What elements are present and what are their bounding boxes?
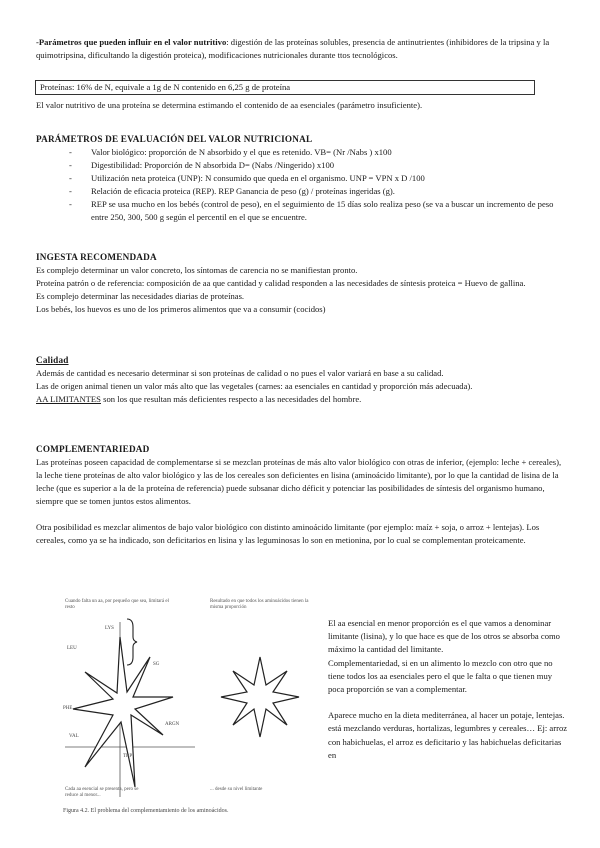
label-val: VAL xyxy=(69,734,79,739)
figure-caption-top-right: Resultado en que todos los aminoácidos tienen la misma proporción xyxy=(210,599,309,610)
intro-paragraph xyxy=(36,36,566,62)
figure-caption: Figura 4.2. El problema del complementamiento de los aminoácidos. xyxy=(63,808,229,814)
intake-line: Proteína patrón o de referencia: composición de aa que cantidad y calidad responden a las necesidades de síntesis proteica = Huevo de gallina. xyxy=(36,278,526,288)
figure-caption-bottom-right: ... desde su nivel limitante xyxy=(210,787,263,792)
regular-star-shape xyxy=(221,657,299,737)
irregular-star-shape xyxy=(73,637,173,787)
label-lys: LYS xyxy=(105,626,114,631)
list-item: - Relación de eficacia proteica (REP). REP Ganancia de peso (g) / proteínas ingeridas (g). xyxy=(91,185,566,198)
figure-caption-bottom-left: Cada aa esencial se presenta, pero se reduce al menor... xyxy=(65,787,139,798)
right-p3: Aparece mucho en la dieta mediterránea, al hacer un potaje, lentejas. está mezclando verduras, hortalizas, legumbres y cereales… Ej: arroz con habichuelas, el arroz es deficitario y las habichuelas deficitarias en xyxy=(328,710,568,760)
intake-line: Los bebés, los huevos es uno de los primeros alimentos que va a consumir (cocidos) xyxy=(36,304,326,314)
quality-line: Las de origen animal tienen un valor más alto que las vegetales (carnes: aa esenciales en cantidad y proporción más adecuada). xyxy=(36,381,473,391)
intake-line: Es complejo determinar un valor concreto, los síntomas de carencia no se manifiestan pronto. xyxy=(36,265,358,275)
label-sg: SG xyxy=(153,662,160,667)
limiting-term: AA LIMITANTES xyxy=(36,394,101,404)
limiting-rest: son los que resultan más deficientes respecto a las necesidades del hombre. xyxy=(100,394,362,404)
intake-heading: INGESTA RECOMENDADA xyxy=(36,252,157,262)
protein-nitrogen-box: Proteínas: 16% de N, equivale a 1g de N contenido en 6,25 g de proteína xyxy=(35,80,535,95)
after-box-line: El valor nutritivo de una proteína se determina estimando el contenido de aa esenciales (parámetro insuficiente). xyxy=(36,100,423,110)
amino-acid-figure xyxy=(55,597,315,819)
evaluation-section xyxy=(36,133,566,224)
label-leu: LEU xyxy=(67,646,77,651)
intro-rest: : digestión de las proteínas solubles, presencia de antinutrientes (inhibidores de la tripsina y la quimotripsina, dificultando la digestión proteica), modificaciones nutricionales durante ttos tecnológicos. xyxy=(36,37,550,60)
complementarity-p1: Las proteínas poseen capacidad de complementarse si se mezclan proteínas de más alto valor biológico con otras de inferior, (ejemplo: leche + cereales), la leche tiene proteínas de alto valor biológico y las de los cereales son deficientes en lisina (aminoácido limitante), por lo que la cantidad de lisina de la leche (que es superior a la de la proteína de referencia) puede subsanar dicho déficit y potenciar las posibilidades de síntesis del organismo humano, siempre que se tomen juntos estos alimentos. xyxy=(36,457,562,506)
list-item: - REP se usa mucho en los bebés (control de peso), en el seguimiento de 15 días solo realiza peso (se va a buscar un incremento de peso entre 250, 300, 500 g según el percentil en el que se encuentre. xyxy=(91,198,566,224)
intake-section xyxy=(36,251,566,316)
evaluation-list xyxy=(36,146,566,224)
label-phe: PHE xyxy=(63,706,73,711)
quality-line: Además de cantidad es necesario determinar si son proteínas de calidad o no pues el valor variará en base a su calidad. xyxy=(36,368,444,378)
star-diagram xyxy=(55,597,315,807)
complementarity-section xyxy=(36,443,566,547)
after-box-text xyxy=(36,99,566,112)
list-item: - Utilización neta proteica (UNP): N consumido que queda en el organismo. UNP = VPN x D /100 xyxy=(91,172,566,185)
figure-caption-top-left: Cuando falta un aa, por pequeño que sea, limitará el resto xyxy=(65,599,169,610)
intro-lead: -Parámetros que pueden influir en el valor nutritivo xyxy=(36,37,227,47)
label-trp: TRP xyxy=(123,754,133,759)
quality-section xyxy=(36,354,566,406)
intake-line: Es complejo determinar las necesidades diarias de proteínas. xyxy=(36,291,245,301)
list-item: - Valor biológico: proporción de N absorbido y el que es retenido. VB= (Nr /Nabs ) x100 xyxy=(91,146,566,159)
evaluation-heading: PARÁMETROS DE EVALUACIÓN DEL VALOR NUTRICIONAL xyxy=(36,134,313,144)
right-p1: El aa esencial en menor proporción es el que vamos a denominar limitante (lisina), y lo que hace es que de los otros se absorba como máximo la cantidad del limitante. xyxy=(328,618,560,655)
label-argn: ARGN xyxy=(165,722,180,727)
complementarity-p2: Otra posibilidad es mezclar alimentos de bajo valor biológico con distinto aminoácido limitante (por ejemplo: maíz + soja, o arroz + lentejas). Los cereales, como ya se ha indicado, son deficitarios en lisina y las leguminosas lo son en metionina, por lo cual se complementan proteicamente. xyxy=(36,522,540,545)
complementarity-heading: COMPLEMENTARIEDAD xyxy=(36,444,150,454)
list-item: - Digestibilidad: Proporción de N absorbida D= (Nabs /Ningerido) x100 xyxy=(91,159,566,172)
right-text-column xyxy=(328,617,570,762)
quality-heading: Calidad xyxy=(36,355,69,365)
right-p2: Complementariedad, si en un alimento lo mezclo con otro que no tiene todos los aa esenciales pero el que le falta o que tienen muy poca proporción se van a complementar. xyxy=(328,657,553,695)
